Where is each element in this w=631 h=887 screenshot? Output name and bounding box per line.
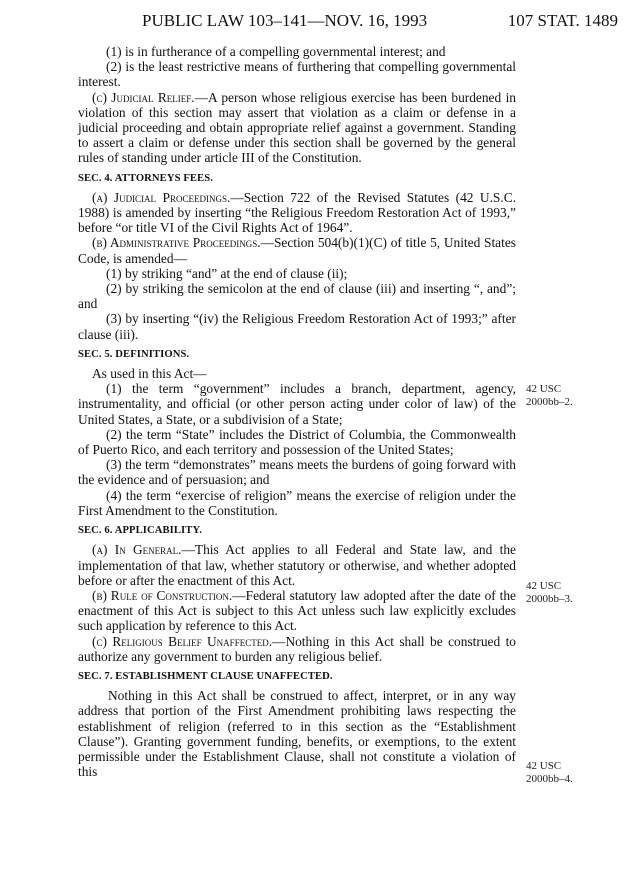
- subsection-text: —Federal statutory law adopted after the date of the enactment of this Act is subject to this Act unless such law explicitly excludes such application by reference to this Act.: [78, 587, 516, 634]
- paragraph-amend-1: (1) by striking “and” at the end of clause (ii);: [106, 265, 348, 281]
- subsection-text: —Section 722 of the Revised Statutes (42 U.S.C. 1988) is amended by inserting “the Religious Freedom Restoration Act of 1993,” before “or title VI of the Civil Rights Act of 1964”.: [78, 189, 516, 236]
- paragraph-judicial-relief: [78, 90, 516, 166]
- subsection-heading: (c) Judicial Relief.: [92, 89, 195, 105]
- body-text: [78, 44, 516, 779]
- margin-note-line: 2000bb–4.: [526, 773, 573, 785]
- margin-note-line: 2000bb–2.: [526, 396, 573, 408]
- subsection-heading: (c) Religious Belief Unaffected.: [92, 633, 273, 649]
- section-heading-6: SEC. 6. APPLICABILITY.: [78, 525, 202, 537]
- paragraph-definition-2: (2) the term “State” includes the District of Columbia, the Commonwealth of Puerto Rico, and each territory and possession of the United States;: [78, 426, 516, 458]
- subsection-text: —This Act applies to all Federal and State law, and the implementation of that law, whether statutory or otherwise, and whether adopted before or after the enactment of this Act.: [78, 542, 516, 588]
- paragraph-clause-1: (1) is in furtherance of a compelling governmental interest; and: [106, 44, 446, 59]
- margin-note-sec7: [526, 760, 616, 786]
- paragraph-administrative-proceedings: [78, 235, 516, 265]
- paragraph-religious-belief: [78, 634, 516, 664]
- running-header: [0, 8, 631, 34]
- paragraph-clause-2: (2) is the least restrictive means of furthering that compelling governmental interest.: [78, 59, 516, 90]
- margin-note-line: 42 USC: [526, 580, 562, 592]
- section-heading-4: SEC. 4. ATTORNEYS FEES.: [78, 172, 213, 184]
- header-title: PUBLIC LAW 103–141—NOV. 16, 1993: [142, 11, 428, 30]
- paragraph-definition-3: (3) the term “demonstrates” means meets the burdens of going forward with the evidence and of persuasion; and: [78, 457, 516, 488]
- subsection-heading: (b) Administrative Proceedings.: [92, 235, 261, 251]
- margin-note-line: 42 USC: [526, 383, 562, 395]
- subsection-heading: (a) Judicial Proceedings.: [92, 189, 231, 205]
- subsection-text: —Nothing in this Act shall be construed to authorize any government to burden any religious belief.: [78, 633, 516, 664]
- margin-note-line: 42 USC: [526, 760, 562, 772]
- section-heading-5: SEC. 5. DEFINITIONS.: [78, 348, 190, 360]
- subsection-text: —Section 504(b)(1)(C) of title 5, United States Code, is amended—: [78, 235, 516, 266]
- subsection-heading: (b) Rule of Construction.: [92, 587, 233, 603]
- paragraph-establishment-clause: Nothing in this Act shall be construed to affect, interpret, or in any way address that portion of the First Amendment prohibiting laws respecting the establishment of religion (referred to in this section as the “Establishment Clause”). Granting government funding, benefits, or exemptions, to the extent permissible under the Establishment Clause, shall not constitute a violation of this: [78, 688, 516, 780]
- header-page-number: 107 STAT. 1489: [507, 11, 618, 30]
- paragraph-judicial-proceedings: [78, 190, 516, 236]
- margin-note-line: 2000bb–3.: [526, 593, 573, 605]
- section-heading-7: SEC. 7. ESTABLISHMENT CLAUSE UNAFFECTED.: [78, 670, 333, 682]
- paragraph-amend-3: (3) by inserting “(iv) the Religious Freedom Restoration Act of 1993;” after clause (iii).: [78, 311, 516, 342]
- paragraph-rule-of-construction: [78, 588, 516, 634]
- subsection-heading: (a) In General.: [92, 542, 182, 558]
- paragraph-definition-4: (4) the term “exercise of religion” means the exercise of religion under the First Amendment to the Constitution.: [78, 487, 516, 518]
- subsection-text: —A person whose religious exercise has been burdened in violation of this section may assert that violation as a claim or defense in a judicial proceeding and obtain appropriate relief against a government. Standing to assert a claim or defense under this section shall be governed by the general rules of standing under article III of the Constitution.: [78, 89, 516, 166]
- paragraph-definition-1: (1) the term “government” includes a branch, department, agency, instrumentality, and official (or other person acting under color of law) of the United States, a State, or a subdivision of a State;: [78, 381, 516, 427]
- paragraph-amend-2: (2) by striking the semicolon at the end of clause (iii) and inserting “, and”; and: [78, 281, 516, 312]
- margin-note-sec5: [526, 383, 616, 409]
- margin-note-sec6: [526, 580, 616, 606]
- paragraph-in-general: [78, 542, 516, 588]
- paragraph-definitions-intro: As used in this Act—: [92, 366, 207, 382]
